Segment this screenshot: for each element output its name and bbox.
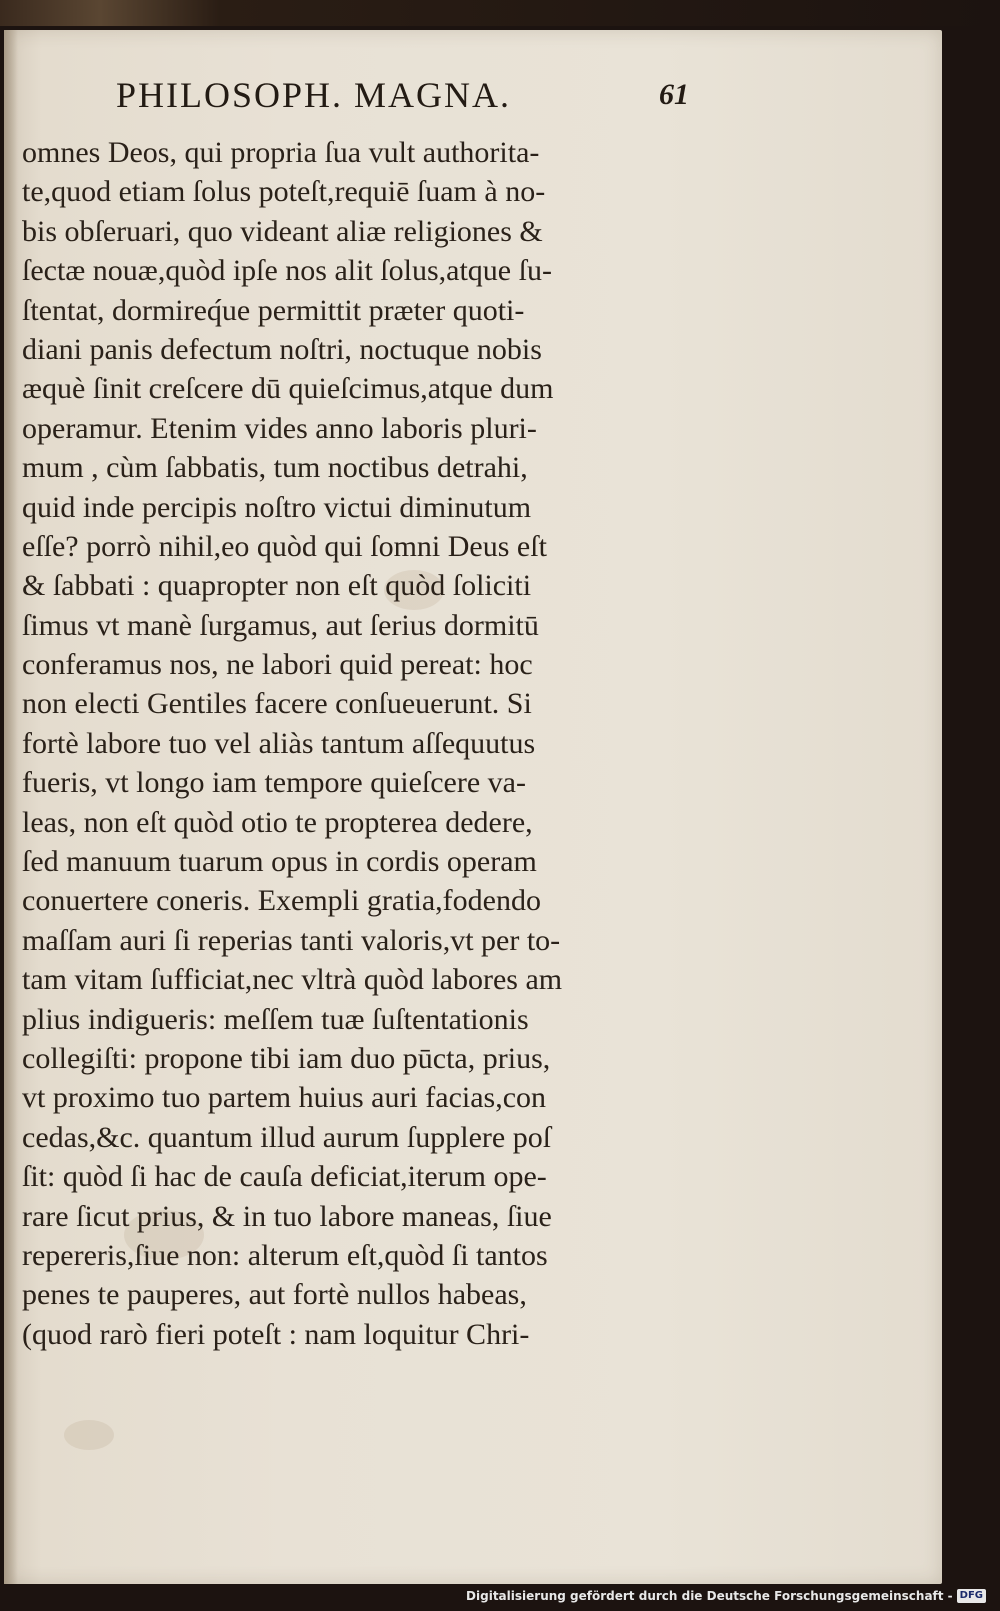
- text-line: cedas,&c. quantum illud aurum ſupplere poſ: [22, 1120, 552, 1154]
- text-line: fueris, vt longo iam tempore quieſcere va-: [22, 766, 526, 800]
- text-line: eſſe? porrò nihil,eo quòd qui ſomni Deus eſt: [22, 529, 547, 563]
- text-line: ſtentat, dormireq́ue permittit præter quoti-: [22, 293, 525, 327]
- credit-text: Digitalisierung gefördert durch die Deutsche Forschungsgemeinschaft -: [466, 1589, 953, 1603]
- text-line: fortè labore tuo vel aliàs tantum aſſequutus: [22, 726, 536, 760]
- text-line: non electi Gentiles facere conſueuerunt. Si: [22, 687, 532, 721]
- text-line: & ſabbati : quapropter non eſt quòd ſoliciti: [22, 569, 532, 603]
- digitization-credit: [466, 1587, 986, 1605]
- text-line: conuertere coneris. Exempli gratia,fodendo: [22, 884, 541, 918]
- scan-top-edge: [0, 0, 1000, 26]
- text-line: penes te pauperes, aut fortè nullos habeas,: [22, 1278, 527, 1312]
- text-line: omnes Deos, qui propria ſua vult authorita-: [22, 136, 540, 169]
- text-line: (quod rarò fieri poteſt : nam loquitur Chri-: [22, 1317, 530, 1351]
- running-head: PHILOSOPH. MAGNA.: [116, 75, 512, 115]
- text-line: rare ſicut prius, & in tuo labore maneas, ſiue: [22, 1199, 552, 1233]
- text-line: operamur. Etenim vides anno laboris pluri-: [22, 411, 537, 445]
- body-text: [22, 133, 722, 1354]
- text-line: vt proximo tuo partem huius auri facias,con: [22, 1081, 547, 1115]
- text-line: ſit: quòd ſi hac de cauſa deficiat,iterum ope-: [22, 1160, 547, 1194]
- paper-stain: [64, 1420, 114, 1450]
- text-line: æquè ſinit creſcere dū quieſcimus,atque dum: [22, 372, 554, 406]
- text-line: ſectæ nouæ,quòd ipſe nos alit ſolus,atque ſu-: [22, 254, 552, 288]
- text-line: repereris,ſiue non: alterum eſt,quòd ſi tantos: [22, 1238, 548, 1272]
- text-line: tam vitam ſufficiat,nec vltrà quòd labores am: [22, 963, 563, 997]
- text-line: conferamus nos, ne labori quid pereat: hoc: [22, 648, 533, 682]
- dfg-logo-icon: DFG: [957, 1589, 986, 1603]
- text-line: mum , cùm ſabbatis, tum noctibus detrahi,: [22, 451, 528, 485]
- text-line: te,quod etiam ſolus poteſt,requiē ſuam à no-: [22, 175, 546, 209]
- page-number: 61: [659, 78, 689, 111]
- text-line: maſſam auri ſi reperias tanti valoris,vt per to-: [22, 923, 561, 957]
- text-line: bis obſeruari, quo videant aliæ religiones &: [22, 214, 543, 248]
- text-line: leas, non eſt quòd otio te propterea dedere,: [22, 805, 533, 839]
- text-line: ſed manuum tuarum opus in cordis operam: [22, 845, 537, 879]
- text-line: collegiſti: propone tibi iam duo pūcta, prius,: [22, 1041, 551, 1075]
- text-line: quid inde percipis noſtro victui diminutum: [22, 490, 532, 524]
- page-gutter-shadow: [4, 30, 18, 1584]
- text-line: plius indigueris: meſſem tuæ ſuſtentationis: [22, 1002, 529, 1036]
- text-line: ſimus vt manè ſurgamus, aut ſerius dormitū: [22, 608, 539, 642]
- text-line: diani panis defectum noſtri, noctuque nobis: [22, 332, 542, 366]
- book-page: [4, 30, 942, 1584]
